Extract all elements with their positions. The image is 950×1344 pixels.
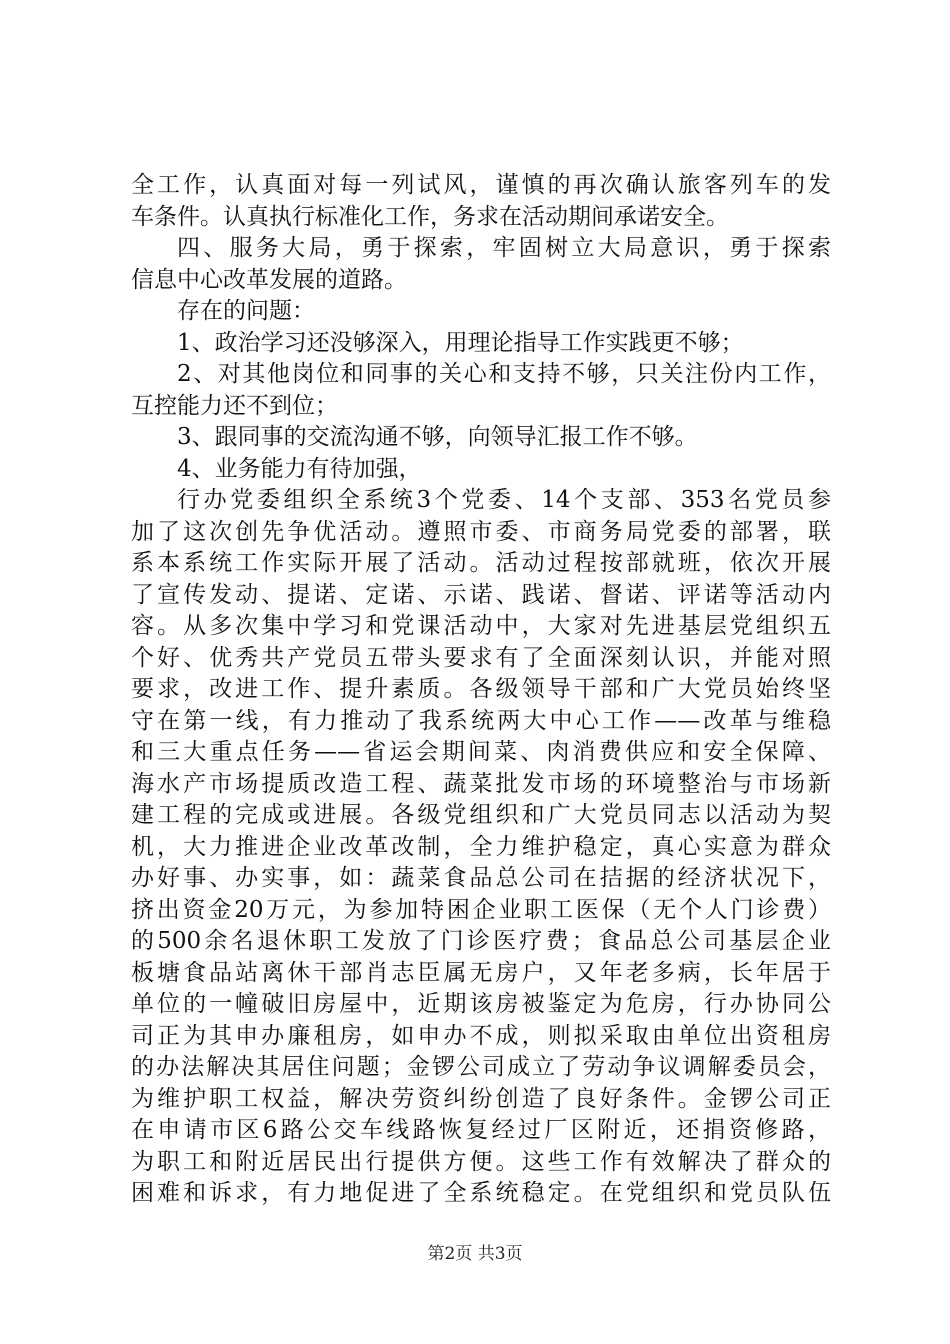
page-footer: 第2页 共3页 bbox=[427, 1244, 523, 1264]
text-line: 守在第一线，有力推动了我系统两大中心工作——改革与维稳 bbox=[131, 707, 831, 734]
text-line: 的500余名退休职工发放了门诊医疗费；食品总公司基层企业 bbox=[131, 928, 831, 954]
text-line: 司正为其申办廉租房，如申办不成，则拟采取由单位出资租房 bbox=[131, 1022, 831, 1049]
text-line: 单位的一幢破旧房屋中，近期该房被鉴定为危房，行办协同公 bbox=[131, 991, 831, 1017]
text-line: 信息中心改革发展的道路。 bbox=[131, 266, 407, 293]
text-line: 的办法解决其居住问题；金锣公司成立了劳动争议调解委员会， bbox=[131, 1054, 831, 1080]
text-line: 系本系统工作实际开展了活动。活动过程按部就班，依次开展 bbox=[131, 550, 831, 576]
text-line: 四、服务大局，勇于探索，牢固树立大局意识，勇于探索 bbox=[177, 235, 831, 261]
text-line: 1、政治学习还没够深入，用理论指导工作实践更不够； bbox=[177, 329, 744, 356]
text-line: 挤出资金20万元，为参加特困企业职工医保（无个人门诊费） bbox=[131, 896, 831, 923]
text-line: 存在的问题： bbox=[177, 298, 315, 324]
document-body bbox=[131, 170, 831, 1210]
text-line: 机，大力推进企业改革改制，全力维护稳定，真心实意为群众 bbox=[131, 833, 831, 860]
text-line: 建工程的完成或进展。各级党组织和广大党员同志以活动为契 bbox=[131, 802, 831, 828]
text-line: 要求，改进工作、提升素质。各级领导干部和广大党员始终坚 bbox=[131, 676, 831, 702]
text-line: 4、业务能力有待加强， bbox=[177, 455, 422, 482]
text-line: 为职工和附近居民出行提供方便。这些工作有效解决了群众的 bbox=[131, 1148, 831, 1175]
text-line: 容。从多次集中学习和党课活动中，大家对先进基层党组织五 bbox=[131, 613, 831, 639]
text-line: 海水产市场提质改造工程、蔬菜批发市场的环境整治与市场新 bbox=[131, 770, 831, 797]
text-line: 车条件。认真执行标准化工作，务求在活动期间承诺安全。 bbox=[131, 203, 729, 230]
text-line: 3、跟同事的交流沟通不够，向领导汇报工作不够。 bbox=[177, 424, 698, 450]
text-line: 全工作，认真面对每一列试风，谨慎的再次确认旅客列车的发 bbox=[131, 172, 831, 198]
text-line: 个好、优秀共产党员五带头要求有了全面深刻认识，并能对照 bbox=[131, 644, 831, 671]
text-line: 困难和诉求，有力地促进了全系统稳定。在党组织和党员队伍 bbox=[131, 1180, 831, 1206]
text-line: 2、对其他岗位和同事的关心和支持不够，只关注份内工作， bbox=[177, 361, 831, 387]
text-line: 为维护职工权益，解决劳资纠纷创造了良好条件。金锣公司正 bbox=[131, 1085, 831, 1112]
text-line: 和三大重点任务——省运会期间菜、肉消费供应和安全保障、 bbox=[131, 739, 831, 765]
text-line: 在申请市区6路公交车线路恢复经过厂区附近，还捐资修路， bbox=[131, 1117, 831, 1143]
text-line: 办好事、办实事，如：蔬菜食品总公司在拮据的经济状况下， bbox=[131, 865, 831, 891]
text-line: 板塘食品站离休干部肖志臣属无房户，又年老多病，长年居于 bbox=[131, 959, 831, 986]
text-line: 了宣传发动、提诺、定诺、示诺、践诺、督诺、评诺等活动内 bbox=[131, 581, 831, 608]
text-line: 加了这次创先争优活动。遵照市委、市商务局党委的部署，联 bbox=[131, 518, 831, 545]
text-line: 行办党委组织全系统3个党委、14个支部、353名党员参 bbox=[177, 487, 831, 513]
text-line: 互控能力还不到位； bbox=[131, 392, 338, 419]
